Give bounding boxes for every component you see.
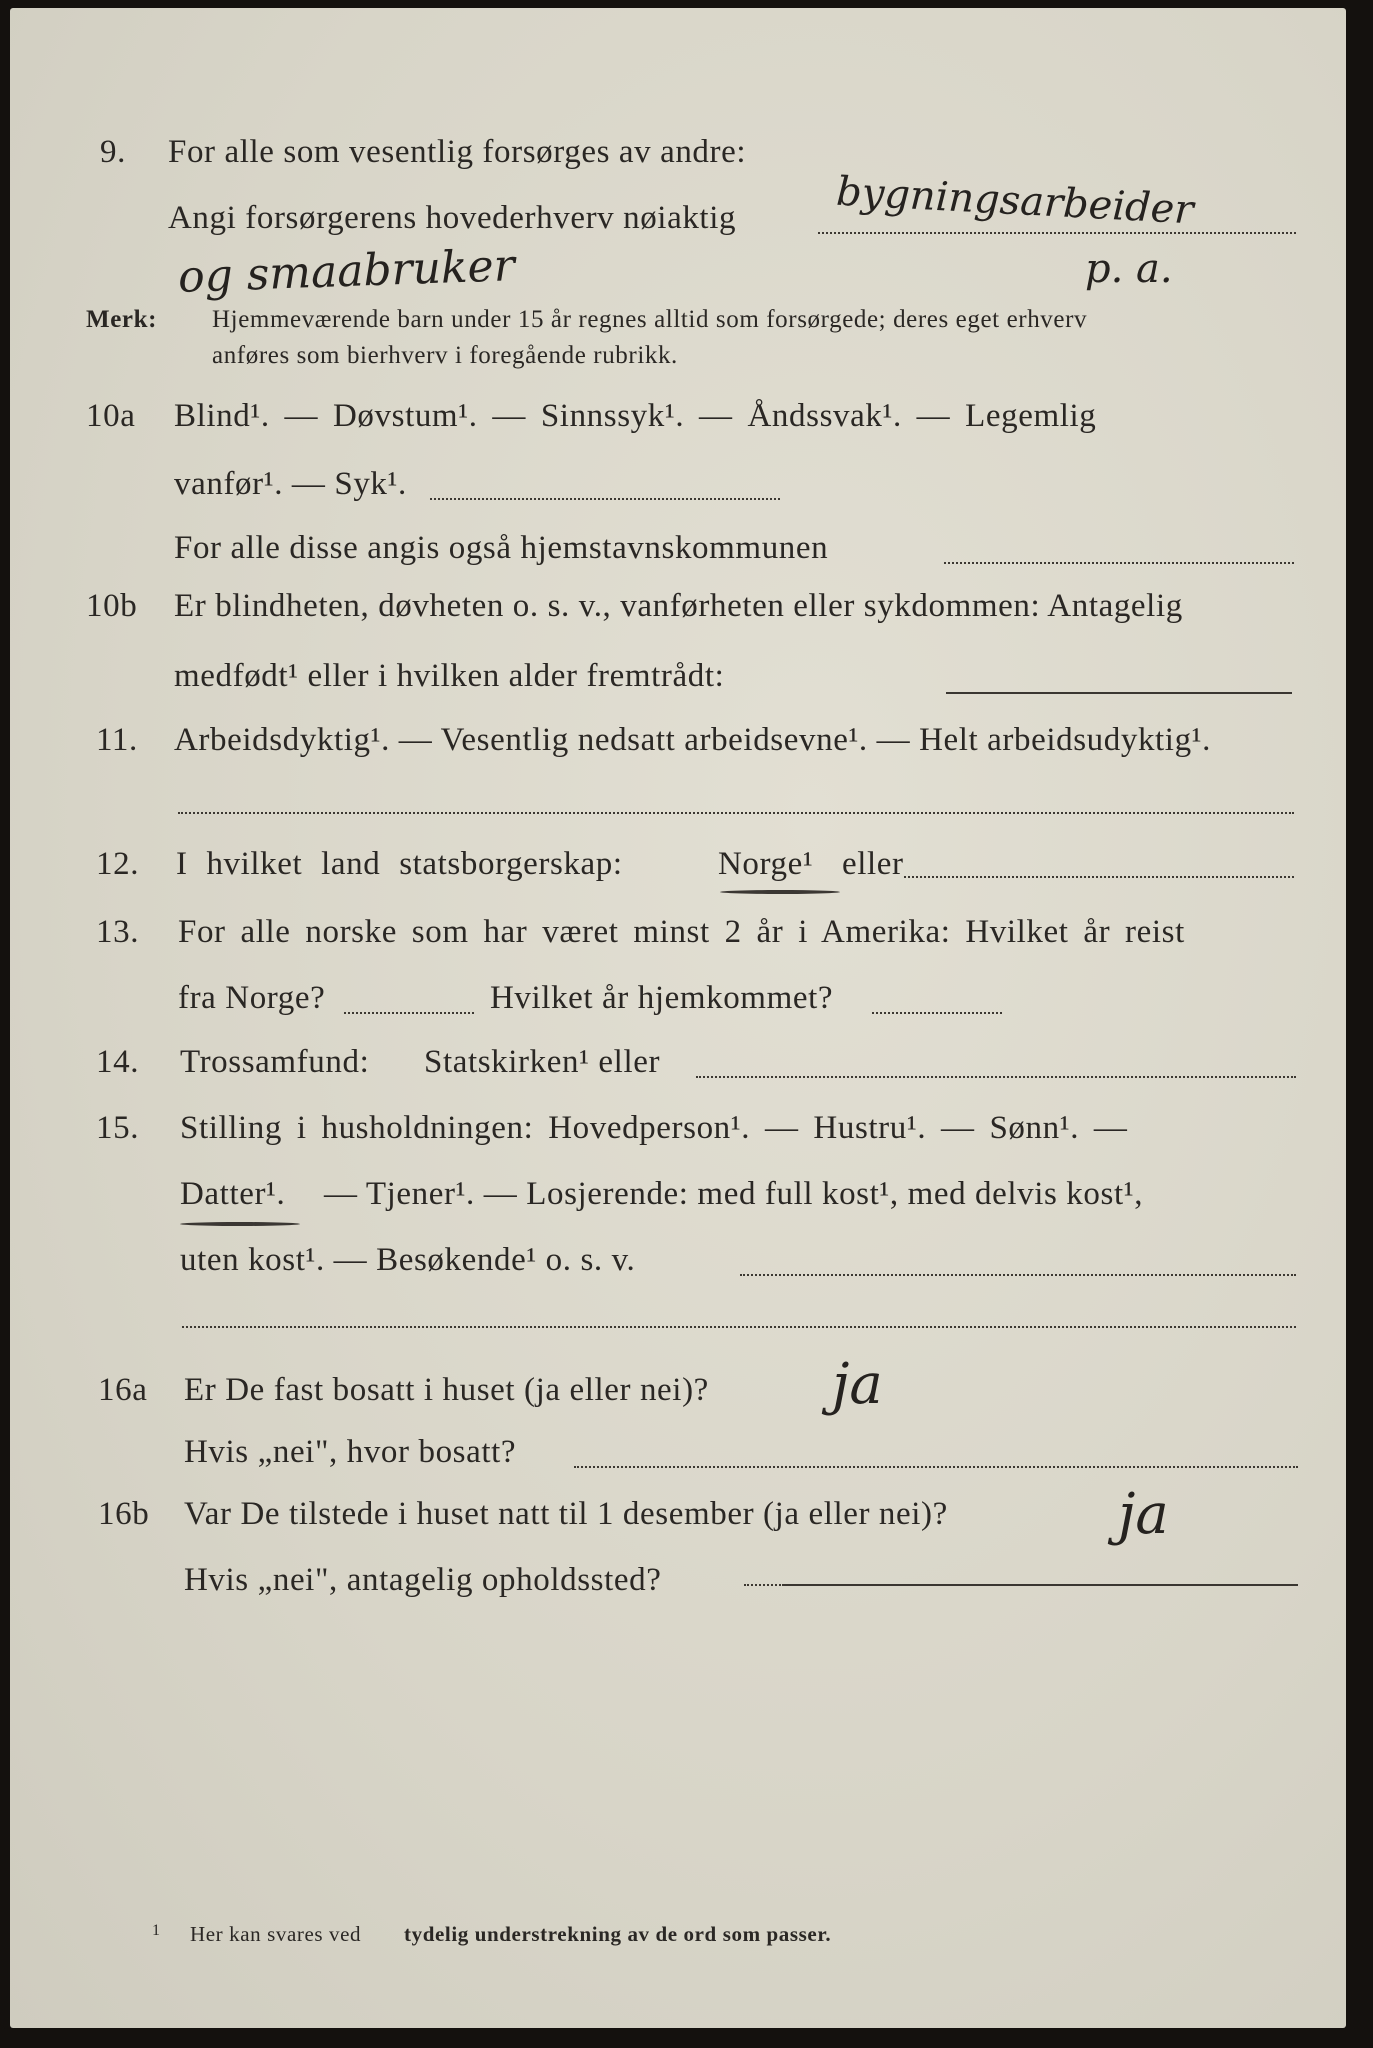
handwritten-occupation: bygningsarbeider xyxy=(835,168,1195,234)
q13-row-1 xyxy=(0,914,1373,960)
q10a-text-1: Blind¹. — Døvstum¹. — Sinnssyk¹. — Åndssvak¹. — Legemlig xyxy=(174,398,1097,434)
answer-line xyxy=(784,1584,1298,1586)
handwritten-answer-16b: ja xyxy=(1118,1482,1169,1547)
q15-text-1: Stilling i husholdningen: Hovedperson¹. — Hustru¹. — Sønn¹. — xyxy=(180,1110,1128,1146)
q10b-text-1: Er blindheten, døvheten o. s. v., vanførheten eller sykdommen: Antagelig xyxy=(174,588,1183,624)
q10a-row-2 xyxy=(0,466,1373,512)
q12-text-1: I hvilket land statsborgerskap: xyxy=(176,846,623,882)
answer-line xyxy=(574,1466,1298,1468)
pen-underline-datter xyxy=(180,1222,300,1226)
q13-row-2 xyxy=(0,980,1373,1026)
answer-line xyxy=(740,1274,1296,1276)
q16a-number: 16a xyxy=(98,1372,148,1408)
q10b-number: 10b xyxy=(86,588,138,624)
q9-row-1 xyxy=(0,134,1373,180)
answer-line xyxy=(744,1584,784,1586)
q16b-number: 16b xyxy=(98,1496,150,1532)
q15-row-1 xyxy=(0,1110,1373,1156)
q10a-row-1 xyxy=(0,398,1373,444)
q10b-text-2: medfødt¹ eller i hvilken alder fremtrådt: xyxy=(174,658,725,694)
q12-norge: Norge¹ xyxy=(718,846,814,882)
pen-underline-norge xyxy=(720,890,840,894)
q13-number: 13. xyxy=(96,914,140,950)
answer-line xyxy=(430,498,780,500)
q15-row-2 xyxy=(0,1176,1373,1222)
q9-text-1: For alle som vesentlig forsørges av andre: xyxy=(168,134,747,170)
answer-line xyxy=(182,1326,1296,1328)
answer-line xyxy=(178,812,1294,814)
q16a-text-1: Er De fast bosatt i huset (ja eller nei)? xyxy=(184,1372,709,1408)
handwritten-answer-16a: ja xyxy=(832,1352,883,1417)
q14-row-1 xyxy=(0,1044,1373,1090)
q10a-text-2: vanfør¹. — Syk¹. xyxy=(174,466,407,502)
q16b-row-2 xyxy=(0,1562,1373,1608)
footnote-text-1: Her kan svares ved xyxy=(190,1922,362,1946)
q16a-row-1 xyxy=(0,1372,1373,1418)
answer-line xyxy=(944,562,1294,564)
q10a-number: 10a xyxy=(86,398,136,434)
q16a-row-2 xyxy=(0,1434,1373,1480)
answer-line xyxy=(344,1012,474,1014)
q9-number: 9. xyxy=(100,134,126,170)
q14-text-1: Trossamfund: xyxy=(180,1044,370,1080)
q15-row-3 xyxy=(0,1242,1373,1288)
q13-text-3: Hvilket år hjemkommet? xyxy=(490,980,834,1016)
answer-line xyxy=(818,232,1296,234)
q11-text-1: Arbeidsdyktig¹. — Vesentlig nedsatt arbeidsevne¹. — Helt arbeidsudyktig¹. xyxy=(174,722,1212,758)
footnote-row xyxy=(0,1922,1373,1968)
q16a-text-2: Hvis „nei", hvor bosatt? xyxy=(184,1434,517,1470)
handwritten-occupation-2: og smaabruker xyxy=(177,240,516,303)
q15-text-2: — Tjener¹. — Losjerende: med full kost¹, med delvis kost¹, xyxy=(324,1176,1144,1212)
q12-number: 12. xyxy=(96,846,140,882)
q13-text-1: For alle norske som har været minst 2 år i Amerika: Hvilket år reist xyxy=(178,914,1185,950)
q10b-row-1 xyxy=(0,588,1373,634)
answer-line xyxy=(904,876,1294,878)
q16b-text-2: Hvis „nei", antagelig opholdssted? xyxy=(184,1562,662,1598)
merk-text-1: Hjemmeværende barn under 15 år regnes alltid som forsørgede; deres eget erhverv xyxy=(212,306,1088,333)
q10a-row-3 xyxy=(0,530,1373,576)
q15-datter: Datter¹. xyxy=(180,1176,286,1212)
merk-text-2: anføres som bierhverv i foregående rubrikk. xyxy=(212,342,678,369)
q16b-text-1: Var De tilstede i huset natt til 1 desember (ja eller nei)? xyxy=(184,1496,948,1532)
footnote-text-2: tydelig understrekning av de ord som passer. xyxy=(404,1922,832,1946)
q14-number: 14. xyxy=(96,1044,140,1080)
answer-line xyxy=(946,692,1292,694)
handwritten-abbrev: p. a. xyxy=(1085,246,1173,292)
footnote-mark: 1 xyxy=(152,1922,161,1939)
q15-number: 15. xyxy=(96,1110,140,1146)
q15-text-3: uten kost¹. — Besøkende¹ o. s. v. xyxy=(180,1242,636,1278)
q13-text-2: fra Norge? xyxy=(178,980,326,1016)
q10a-text-3: For alle disse angis også hjemstavnskommunen xyxy=(174,530,829,566)
q11-row-1 xyxy=(0,722,1373,768)
answer-line xyxy=(696,1076,1296,1078)
q10b-row-2 xyxy=(0,658,1373,704)
q11-number: 11. xyxy=(96,722,138,758)
q12-eller: eller xyxy=(842,846,904,882)
q12-row-1 xyxy=(0,846,1373,892)
q9-text-2: Angi forsørgerens hovederhverv nøiaktig xyxy=(168,200,737,236)
merk-row-2 xyxy=(0,342,1373,388)
answer-line xyxy=(872,1012,1002,1014)
merk-label: Merk: xyxy=(86,306,158,333)
q14-text-2: Statskirken¹ eller xyxy=(424,1044,661,1080)
